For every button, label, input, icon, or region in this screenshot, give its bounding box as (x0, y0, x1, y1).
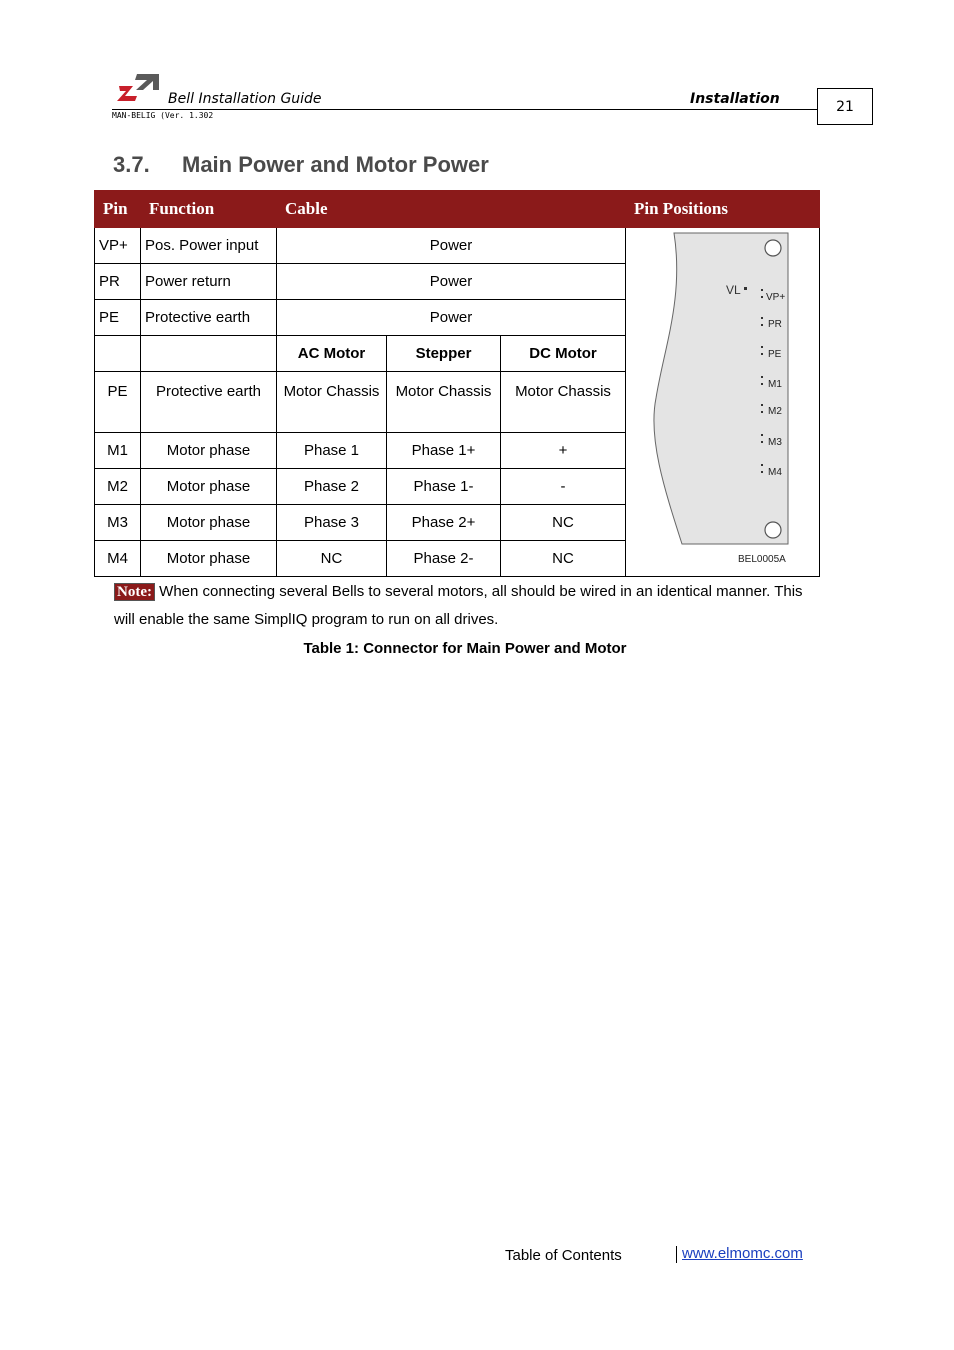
pin-label-pe: PE (768, 349, 782, 360)
function-cell: Power return (141, 264, 277, 300)
section-title: Main Power and Motor Power (182, 152, 489, 177)
empty-cell (141, 336, 277, 372)
function-cell: Motor phase (141, 469, 277, 505)
dc-cell: - (501, 469, 626, 505)
vl-dot (744, 287, 747, 290)
dc-cell: NC (501, 541, 626, 577)
pin-cell: PR (95, 264, 141, 300)
section-heading (113, 152, 489, 178)
pin-cell: M4 (95, 541, 141, 577)
stepper-cell: Phase 2+ (387, 505, 501, 541)
note-text: When connecting several Bells to several motors, all should be wired in an identical manner. This will enable the same SimplIQ program to run on all drives. (114, 583, 803, 628)
pin-cell: PE (95, 372, 141, 433)
pin-label-m4: M4 (768, 467, 782, 478)
header-pin: Pin (95, 191, 141, 228)
dc-cell: NC (501, 505, 626, 541)
table-row (95, 228, 820, 264)
cable-cell: Power (277, 228, 626, 264)
ac-cell: Phase 1 (277, 433, 387, 469)
page-number: 21 (817, 88, 873, 125)
pin-cell: M2 (95, 469, 141, 505)
table-caption: Table 1: Connector for Main Power and Motor (303, 640, 627, 657)
vl-label: VL (726, 283, 741, 297)
doc-title: Bell Installation Guide (168, 91, 322, 107)
header-section: Installation (690, 91, 780, 107)
table-of-contents-link[interactable]: Table of Contents (505, 1247, 622, 1264)
stepper-cell: Phase 2- (387, 541, 501, 577)
pin-label-m3: M3 (768, 437, 782, 448)
header-pin-positions: Pin Positions (626, 191, 820, 228)
ac-cell: Phase 3 (277, 505, 387, 541)
connector-pin-diagram (626, 228, 819, 575)
doc-id: MAN-BELIG (Ver. 1.302 (112, 111, 214, 120)
note-label: Note: (114, 583, 155, 601)
elmo-logo (117, 74, 159, 102)
dc-cell: + (501, 433, 626, 469)
dc-cell: Motor Chassis (501, 372, 626, 433)
stepper-cell: Motor Chassis (387, 372, 501, 433)
ac-cell: Phase 2 (277, 469, 387, 505)
stepper-cell: Phase 1- (387, 469, 501, 505)
pin-positions-cell (626, 228, 820, 577)
diagram-code: BEL0005A (738, 554, 786, 565)
connector-table (94, 190, 820, 577)
stepper-header: Stepper (387, 336, 501, 372)
cable-cell: Power (277, 264, 626, 300)
dc-motor-header: DC Motor (501, 336, 626, 372)
header-rule (112, 109, 818, 110)
pin-label-m2: M2 (768, 406, 782, 417)
pin-label-vp: VP+ (766, 292, 786, 303)
header-function: Function (141, 191, 277, 228)
pin-label-m1: M1 (768, 379, 782, 390)
pin-cell: PE (95, 300, 141, 336)
pin-label-pr: PR (768, 319, 782, 330)
function-cell: Protective earth (141, 300, 277, 336)
function-cell: Motor phase (141, 433, 277, 469)
function-cell: Pos. Power input (141, 228, 277, 264)
pin-cell: M3 (95, 505, 141, 541)
ac-motor-header: AC Motor (277, 336, 387, 372)
stepper-cell: Phase 1+ (387, 433, 501, 469)
ac-cell: NC (277, 541, 387, 577)
function-cell: Protective earth (141, 372, 277, 433)
pin-cell: M1 (95, 433, 141, 469)
function-cell: Motor phase (141, 541, 277, 577)
ac-cell: Motor Chassis (277, 372, 387, 433)
section-number: 3.7. (113, 152, 150, 177)
footer-divider (676, 1246, 677, 1263)
function-cell: Motor phase (141, 505, 277, 541)
header-cable: Cable (277, 191, 626, 228)
cable-cell: Power (277, 300, 626, 336)
website-link[interactable]: www.elmomc.com (682, 1245, 803, 1262)
empty-cell (95, 336, 141, 372)
note-paragraph (114, 578, 814, 633)
pin-cell: VP+ (95, 228, 141, 264)
